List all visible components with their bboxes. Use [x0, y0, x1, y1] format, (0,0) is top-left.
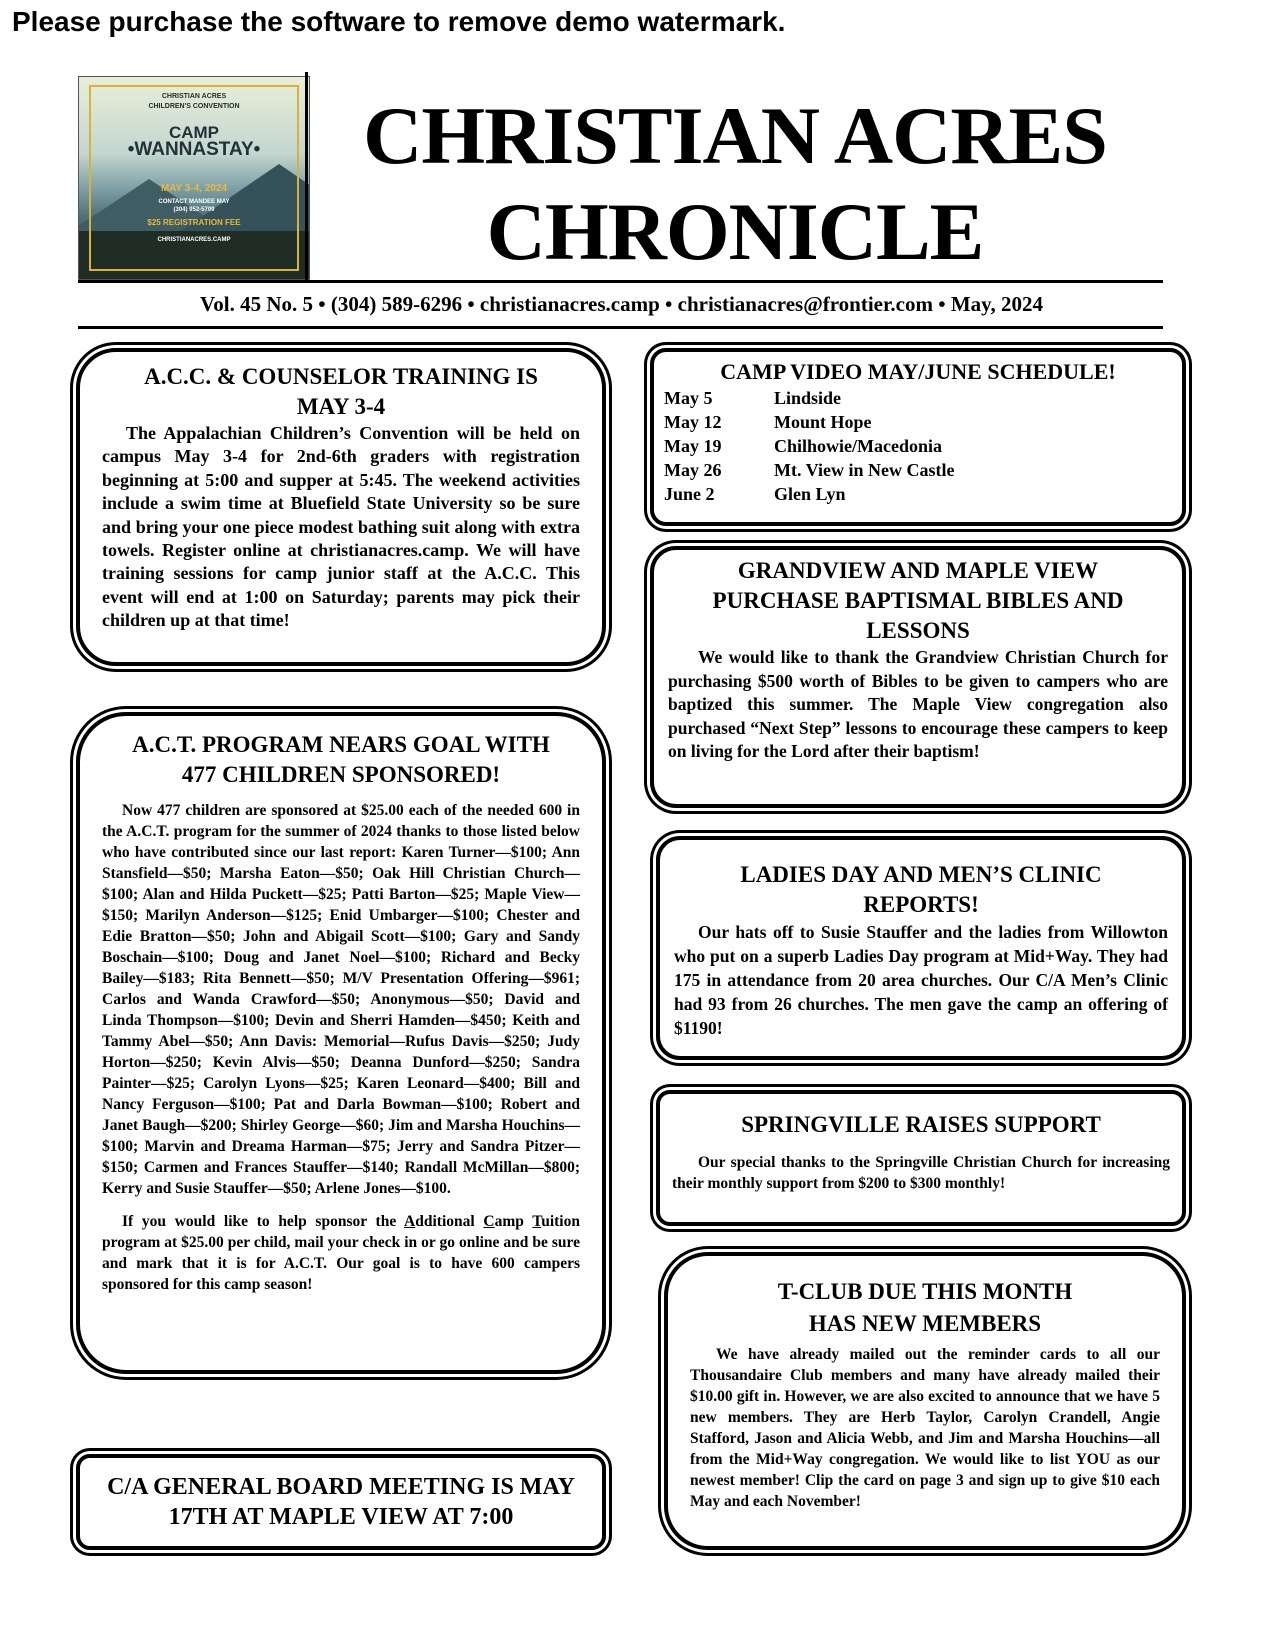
- title-line2: CHRONICLE: [486, 186, 984, 277]
- springville-heading: SPRINGVILLE RAISES SUPPORT: [741, 1112, 1101, 1137]
- masthead-rule-bottom: [78, 326, 1163, 329]
- grandview-article: [650, 546, 1186, 808]
- act-heading-2: 477 CHILDREN SPONSORED!: [181, 762, 501, 787]
- demo-watermark: Please purchase the software to remove demo watermark.: [12, 6, 786, 37]
- schedule-row: May 26 Mt. View in New Castle: [664, 460, 955, 480]
- logo-dates: MAY 3-4, 2024: [160, 183, 228, 194]
- board-line-1: C/A GENERAL BOARD MEETING IS MAY: [107, 1474, 575, 1500]
- camp-video-schedule: [650, 348, 1186, 526]
- springville-body: Our special thanks to the Springville Christian Church for increasing their monthly support from $200 to $300 monthly!: [672, 1154, 1170, 1192]
- board-line-2: 17TH AT MAPLE VIEW AT 7:00: [168, 1504, 514, 1530]
- schedule-row: June 2 Glen Lyn: [664, 484, 846, 504]
- ladies-day-article: [656, 836, 1186, 1060]
- logo-fee: $25 REGISTRATION FEE: [147, 218, 241, 227]
- logo-contact: CONTACT MANDEE MAY: [158, 199, 230, 205]
- schedule-row: May 12 Mount Hope: [664, 412, 872, 432]
- act-sponsor-paragraph: If you would like to help sponsor the Additional Camp Tuition program at $25.00 per child, mail your check in or go online and be sure and mark that it is for A.C.T. Our goal is to have 600 campers sponsored for this camp season!: [102, 1213, 580, 1293]
- grandview-heading-3: LESSONS: [866, 618, 970, 643]
- acc-heading-2: MAY 3-4: [296, 394, 386, 419]
- camp-wannastay-logo: [78, 76, 310, 280]
- logo-name: •WANNASTAY•: [127, 139, 261, 160]
- act-body: Now 477 children are sponsored at $25.00 each of the needed 600 in the A.C.T. program for the summer of 2024 thanks to those listed below who have contributed since our last report: Karen Turner—$100; Ann Stansfield—$50; Marsha Eaton—$50; Oak Hill Christian Church—$100; Alan and Hilda Puckett—$25; Patti Barton—$25; Maple View—$150; Marilyn Anderson—$125; Enid Umbarger—$100; Chester and Edie Bratton—$50; John and Abigail Scott—$100; Gary and Sandy Boschain—$100; Doug and Janet Noel—$100; Richard and Becky Bailey—$183; Rita Bennett—$50; M/V Presentation Offering—$961; Carlos and Wanda Crawford—$50; Anonymous—$50; David and Linda Thompson—$100; Devin and Sherri Hamden—$450; Keith and Tammy Abel—$50; Ann Davis: Memorial—Rufus Davis—$250; Judy Horton—$250; Kevin Alvis—$50; Deanna Dunford—$250; Sandra Painter—$25; Carolyn Lyons—$25; Karen Leonard—$400; Bill and Nancy Ferguson—$100; Pat and Darla Bowman—$100; Robert and Janet Baugh—$200; Shirley George—$60; Jim and Marsha Houchins—$100; Marvin and Dreama Harman—$75; Jerry and Sandra Pitzer—$150; Carmen and Frances Stauffer—$140; Randall McMillan—$800; Kerry and Susie Stauffer—$50; Arlene Jones—$100.: [102, 802, 580, 1197]
- t-club-article: [664, 1252, 1186, 1550]
- logo-phone: (304) 952-5709: [173, 207, 215, 213]
- ladies-heading-2: REPORTS!: [863, 892, 979, 917]
- masthead-info: Vol. 45 No. 5 • (304) 589-6296 • christianacres.camp • christianacres@frontier.com • May, 2024: [200, 292, 1043, 316]
- board-meeting-notice: [76, 1454, 606, 1550]
- acc-article: [76, 348, 606, 666]
- masthead-rule-top: [78, 280, 1163, 283]
- logo-site: CHRISTIANACRES.CAMP: [157, 237, 231, 243]
- video-heading: CAMP VIDEO MAY/JUNE SCHEDULE!: [720, 359, 1116, 384]
- springville-article: [656, 1090, 1186, 1226]
- logo-camp: CAMP: [168, 123, 220, 142]
- acc-heading-1: A.C.C. & COUNSELOR TRAINING IS: [144, 364, 538, 389]
- grandview-heading-1: GRANDVIEW AND MAPLE VIEW: [737, 558, 1099, 583]
- logo-frame: [89, 85, 299, 271]
- act-article: [76, 712, 606, 1374]
- tclub-body: We have already mailed out the reminder cards to all our Thousandaire Club members and many have already mailed their $10.00 gift in. However, we are also excited to announce that we have 5 new members. They are Herb Taylor, Carolyn Crandell, Angie Stafford, Jason and Alicia Webb, and Jim and Marsha Houchins—all from the Mid+Way congregation. We would like to list YOU as our newest member! Clip the card on page 3 and sign up to give $10 each May and each November!: [690, 1346, 1160, 1510]
- schedule-row: May 19 Chilhowie/Macedonia: [664, 436, 943, 456]
- title-line1: CHRISTIAN ACRES: [363, 90, 1107, 181]
- act-heading-1: A.C.T. PROGRAM NEARS GOAL WITH: [132, 732, 550, 757]
- newsletter-title: [320, 88, 1150, 280]
- acc-body: The Appalachian Children’s Convention will be held on campus May 3-4 for 2nd-6th graders with registration beginning at 5:00 and supper at 5:45. The weekend activities include a swim time at Bluefield State University so be sure and bring your one piece modest bathing suit along with extra towels. Register online at christianacres.camp. We will have training sessions for camp junior staff at the A.C.C. This event will end at 1:00 on Saturday; parents may pick their children up at that time!: [102, 423, 580, 631]
- ladies-heading-1: LADIES DAY AND MEN’S CLINIC: [740, 862, 1102, 887]
- grandview-body: We would like to thank the Grandview Christian Church for purchasing $500 worth of Bibles to be given to campers who are baptized this summer. The Maple View congregation also purchased “Next Step” lessons to encourage these campers to keep on living for the Lord after their baptism!: [668, 647, 1168, 762]
- ladies-body: Our hats off to Susie Stauffer and the ladies from Willowton who put on a superb Ladies Day program at Mid+Way. They had 175 in attendance from 20 area churches. Our C/A Men’s Clinic had 93 from 26 churches. The men gave the camp an offering of $1190!: [674, 922, 1168, 1038]
- tclub-heading-2: HAS NEW MEMBERS: [808, 1311, 1042, 1336]
- grandview-heading-2: PURCHASE BAPTISMAL BIBLES AND: [712, 588, 1124, 613]
- schedule-row: May 5 Lindside: [664, 388, 842, 408]
- tclub-heading-1: T-CLUB DUE THIS MONTH: [777, 1279, 1073, 1304]
- logo-line1: CHRISTIAN ACRES: [161, 93, 227, 100]
- masthead-divider: [305, 72, 308, 282]
- logo-line2: CHILDREN'S CONVENTION: [148, 103, 240, 110]
- video-schedule-table: [664, 386, 954, 506]
